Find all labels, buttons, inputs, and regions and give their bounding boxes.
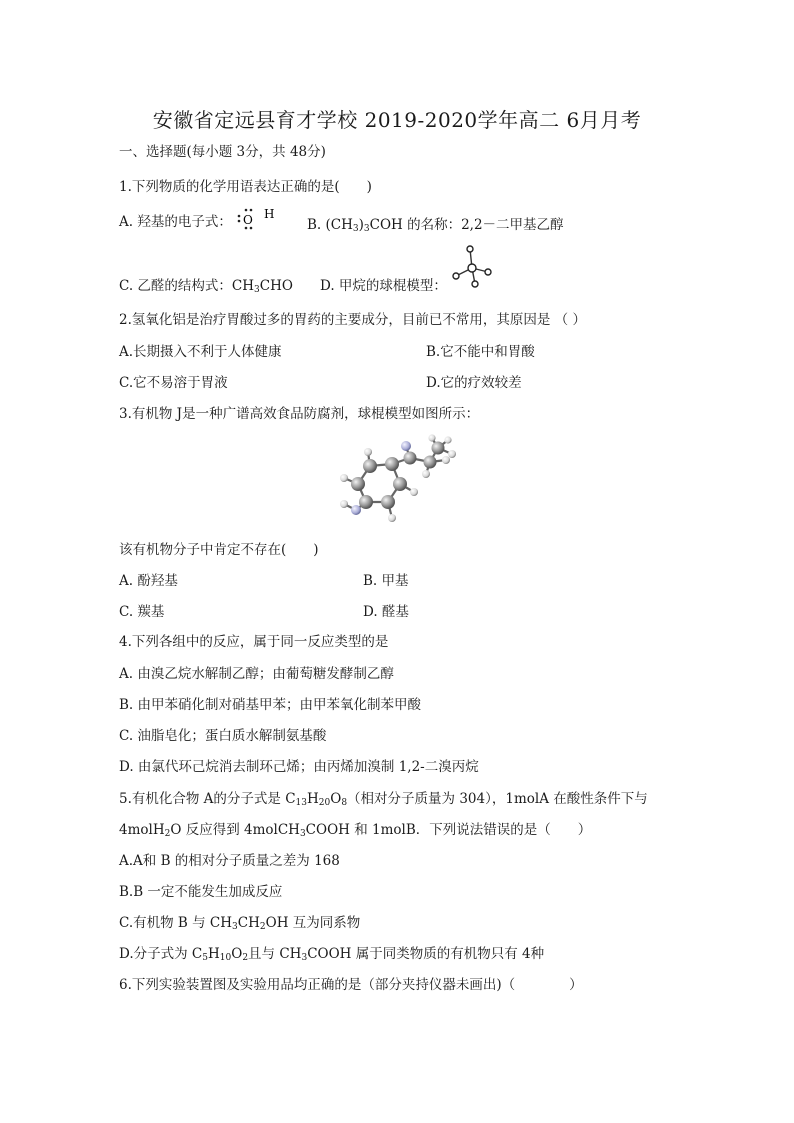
q1-option-a-text: A. 羟基的电子式： <box>119 214 232 230</box>
ball-stick-molecule-diagram <box>330 434 466 526</box>
q3-stem-2: 该有机物分子中肯定不存在( ) <box>119 542 319 558</box>
methane-ball-stick-model <box>448 244 496 290</box>
q1-option-c: C. 乙醛的结构式：$CH_3CHO$ <box>119 278 293 295</box>
q2-stem: 2.氢氧化铝是治疗胃酸过多的胃药的主要成分，目前已不常用，其原因是 （ ） <box>119 312 586 328</box>
q1-option-b: B. $(CH_3)_3COH$ 的名称：2,2－二甲基乙醇 <box>307 217 564 234</box>
q1-option-d: D. 甲烷的球棍模型： <box>320 278 447 294</box>
electron-formula-h: H <box>264 207 275 221</box>
hydroxyl-electron-formula <box>236 208 278 230</box>
q5-option-d: D.分子式为 $C_5H_{10}O_2$且与 $CH_3COOH$ 属于同类物质的有机物只有 4种 <box>119 946 545 963</box>
q3-option-c: C. 羰基 <box>119 604 165 620</box>
q6-stem: 6.下列实验装置图及实验用品均正确的是（部分夹持仪器未画出)（ ） <box>119 977 583 993</box>
electron-formula-o: O <box>243 212 253 227</box>
q3-option-b: B. 甲基 <box>363 573 409 589</box>
q3-option-a: A. 酚羟基 <box>119 573 178 589</box>
q1-stem: 1.下列物质的化学用语表达正确的是( ) <box>119 179 372 195</box>
q5-option-c: C.有机物 B 与 $CH_3CH_2OH$ 互为同系物 <box>119 915 361 932</box>
q2-option-d: D.它的疗效较差 <box>426 375 522 391</box>
q2-option-c: C.它不易溶于胃液 <box>119 375 228 391</box>
q2-option-a: A.长期摄入不利于人体健康 <box>119 344 282 360</box>
q3-stem: 3.有机物 J是一种广谱高效食品防腐剂，球棍模型如图所示： <box>119 406 480 422</box>
q1-option-a <box>119 207 278 234</box>
page-title: 安徽省定远县育才学校 2019-2020学年高二 6月月考 <box>152 108 642 132</box>
q5-option-a: A.A和 B 的相对分子质量之差为 168 <box>119 853 340 869</box>
q5-stem-line-1: 5.有机化合物 A的分子式是 $C_{13}H_{20}O_8$（相对分子质量为 304），1molA 在酸性条件下与 <box>119 791 648 808</box>
q3-option-d: D. 醛基 <box>363 604 409 620</box>
q4-option-d: D. 由氯代环己烷消去制环己烯；由丙烯加溴制 1,2-二溴丙烷 <box>119 759 479 775</box>
q5-stem-line-2: 4molH$_2$O 反应得到 4molCH$_3$COOH 和 1molB．下列说法错误的是（ ） <box>119 822 592 839</box>
q2-option-b: B.它不能中和胃酸 <box>426 344 535 360</box>
q4-option-a: A. 由溴乙烷水解制乙醇；由葡萄糖发酵制乙醇 <box>119 666 394 682</box>
q5-option-b: B.B 一定不能发生加成反应 <box>119 884 283 900</box>
section-heading: 一、选择题(每小题 3分，共 48分) <box>119 144 326 160</box>
electron-dots-icon <box>236 208 278 230</box>
q4-option-b: B. 由甲苯硝化制对硝基甲苯；由甲苯氧化制苯甲酸 <box>119 697 422 713</box>
q4-option-c: C. 油脂皂化；蛋白质水解制氨基酸 <box>119 728 327 744</box>
q4-stem: 4.下列各组中的反应，属于同一反应类型的是 <box>119 634 389 650</box>
